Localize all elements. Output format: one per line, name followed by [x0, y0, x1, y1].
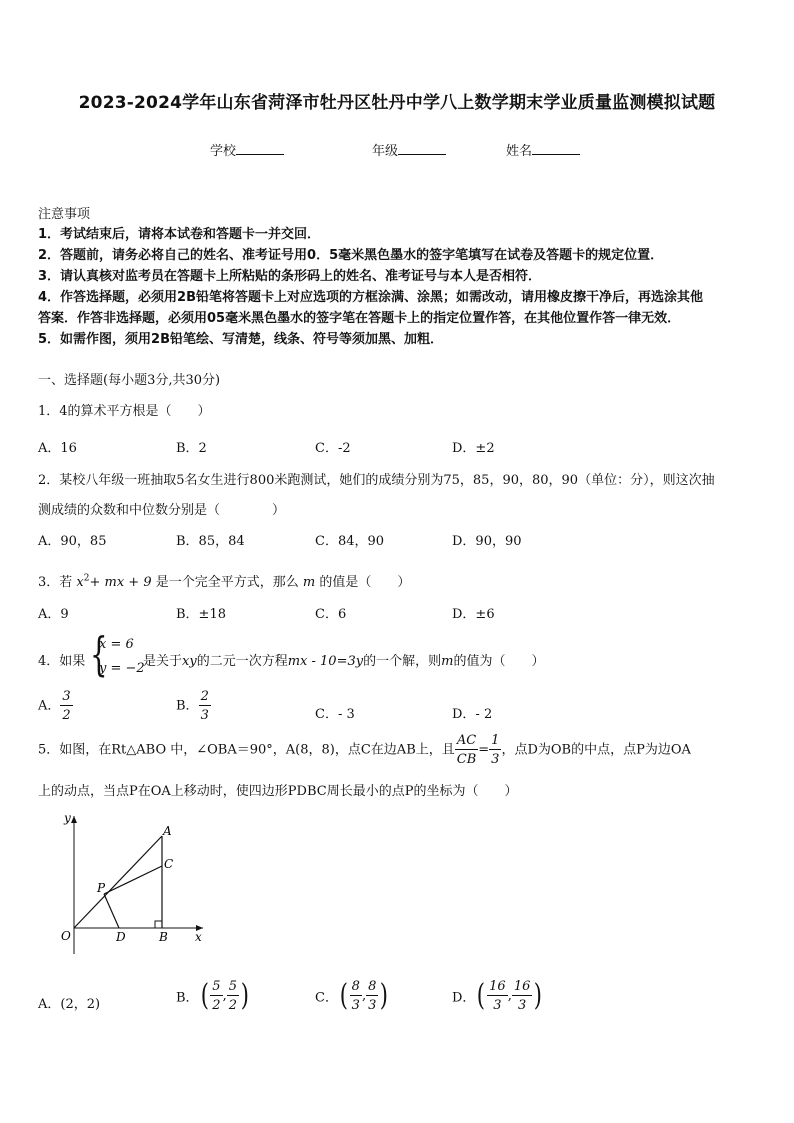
q5-frac-num: AC	[455, 734, 479, 750]
q5-value-fraction	[489, 734, 501, 766]
school-blank[interactable]	[236, 142, 284, 155]
q5-c-n2: 8	[368, 979, 377, 994]
q5-b-d1: 2	[212, 998, 221, 1013]
school-label: 学校	[210, 144, 237, 159]
q4-b-den: 3	[200, 708, 209, 723]
q4-stem	[143, 650, 544, 669]
info-grade	[372, 140, 446, 159]
q3-option-c[interactable]: C．6	[315, 607, 347, 622]
q3-expr-rest: + mx + 9	[89, 575, 152, 590]
q4-b-fraction	[199, 690, 211, 722]
q4-eq: mx - 10=3y	[287, 654, 364, 669]
label-o: O	[61, 929, 71, 943]
label-c: C	[164, 857, 174, 871]
q4-b-num: 2	[200, 689, 209, 704]
note-item-4: 4．作答选择题，必须用2B铅笔将答题卡上对应选项的方框涂满、涂黑；如需改动，请用橡皮擦干净后，再选涂其他	[38, 290, 704, 305]
q2-option-d[interactable]: D．90，90	[452, 534, 522, 549]
q4-mid2: 的二元一次方程	[196, 654, 288, 669]
q5-b-label: B．	[176, 990, 199, 1006]
q5-d-comma: ,	[507, 988, 512, 1004]
q5-d-lparen: (	[477, 978, 486, 1013]
label-a: A	[163, 824, 172, 838]
q5-val-num: 1	[491, 733, 500, 748]
label-b: B	[159, 930, 168, 944]
q5-option-d[interactable]	[452, 980, 544, 1012]
q1-option-a[interactable]: A．16	[38, 441, 77, 456]
q5-c-comma: ,	[361, 988, 367, 1004]
q5-option-c[interactable]	[315, 980, 390, 1012]
q5-d-frac2	[512, 980, 533, 1012]
q5-c-rparen: )	[380, 978, 389, 1013]
q4-pre: 4．如果	[38, 654, 86, 669]
q3-mid: 是一个完全平方式，那么	[151, 575, 303, 590]
q5-eq: =	[478, 742, 490, 758]
q5-stem-line1	[38, 734, 691, 766]
q5-c-n1: 8	[351, 979, 360, 994]
q4-option-a[interactable]	[38, 690, 73, 722]
q2-option-c[interactable]: C．84，90	[315, 534, 385, 549]
right-angle-mark	[155, 921, 162, 928]
q2-stem-line2: 测成绩的众数和中位数分别是（ ）	[38, 503, 286, 518]
q4-a-label: A．	[38, 698, 61, 714]
info-school	[210, 140, 284, 159]
q5-val-den: 3	[491, 752, 500, 767]
q5-frac-den: CB	[456, 752, 477, 767]
note-item-4-cont: 答案．作答非选择题，必须用05毫米黑色墨水的签字笔在答题卡上的指定位置作答，在其他位置作答一律无效．	[38, 311, 681, 326]
q4-option-d[interactable]: D．- 2	[452, 707, 493, 722]
q4-a-fraction	[60, 690, 72, 722]
segment-oa	[74, 836, 162, 928]
q2-option-b[interactable]: B．85，84	[176, 534, 245, 549]
label-x: x	[195, 930, 202, 944]
q5-c-d2: 3	[368, 998, 377, 1013]
q4-mid1: 是关于	[143, 654, 183, 669]
q5-ratio-fraction	[455, 734, 479, 766]
q5-c-lparen: (	[339, 978, 348, 1013]
grade-blank[interactable]	[398, 142, 446, 155]
q3-option-d[interactable]: D．±6	[452, 607, 495, 622]
page-title: 2023-2024学年山东省菏泽市牡丹区牡丹中学八上数学期末学业质量监测模拟试题	[78, 93, 716, 113]
q3-option-b[interactable]: B．±18	[176, 607, 226, 622]
q3-m: m	[302, 575, 316, 590]
q4-b-label: B．	[176, 698, 199, 714]
notes-heading: 注意事项	[38, 207, 91, 222]
q2-stem-line1: 2．某校八年级一班抽取5名女生进行800米跑测试，她们的成绩分别为75，85，90，80，90（单位：分），则这次抽	[38, 473, 715, 488]
segment-pc	[104, 866, 162, 894]
q5-d-n1: 16	[489, 979, 506, 994]
q5-b-rparen: )	[240, 978, 249, 1013]
note-item-1: 1．考试结束后，请将本试卷和答题卡一并交回．	[38, 227, 321, 242]
q4-mid3: 的一个解，则	[363, 654, 442, 669]
q5-post: ，点D为OB的中点，点P为边OA	[501, 742, 691, 758]
q3-pre: 3．若	[38, 575, 77, 590]
q4-xy: xy	[182, 654, 197, 669]
note-item-2: 2．答题前，请务必将自己的姓名、准考证号用0．5毫米黑色墨水的签字笔填写在试卷及答题卡的规定位置．	[38, 248, 664, 263]
q5-d-rparen: )	[534, 978, 543, 1013]
y-axis-arrow	[71, 816, 77, 823]
q3-stem	[38, 571, 410, 590]
info-name	[506, 140, 580, 159]
q5-b-n1: 5	[212, 979, 221, 994]
q4-system-row1: x = 6	[99, 637, 134, 652]
q4-m: m	[441, 654, 454, 669]
q5-option-b[interactable]	[176, 980, 251, 1012]
q5-b-comma: ,	[222, 988, 227, 1004]
q4-a-den: 2	[62, 708, 71, 723]
q5-c-label: C．	[315, 990, 338, 1006]
q5-d-label: D．	[452, 990, 476, 1006]
q2-option-a[interactable]: A．90，85	[38, 534, 107, 549]
grade-label: 年级	[372, 144, 399, 159]
note-item-3: 3．请认真核对监考员在答题卡上所粘贴的条形码上的姓名、准考证号与本人是否相符．	[38, 269, 542, 284]
segment-pd	[104, 894, 119, 928]
q5-c-frac1	[350, 980, 362, 1012]
label-d: D	[116, 930, 126, 944]
q5-geometry-diagram	[40, 810, 220, 960]
q5-d-d1: 3	[493, 998, 502, 1013]
q5-d-frac1	[487, 980, 508, 1012]
note-item-5: 5．如需作图，须用2B铅笔绘、写清楚，线条、符号等须加黑、加粗．	[38, 332, 443, 347]
q4-option-b[interactable]	[176, 690, 211, 722]
q5-b-frac1	[210, 980, 222, 1012]
q5-c-d1: 3	[351, 998, 360, 1013]
label-p: P	[97, 881, 106, 895]
q5-pre: 5．如图，在Rt△ABO 中，∠OBA＝90°，A(8，8)，点C在边AB上，且	[38, 742, 455, 758]
q4-option-c[interactable]: C．- 3	[315, 707, 355, 722]
q1-option-d[interactable]: D．±2	[452, 441, 495, 456]
q1-option-b[interactable]: B．2	[176, 441, 207, 456]
q3-post: 的值是（ ）	[315, 575, 411, 590]
q5-b-lparen: (	[200, 978, 209, 1013]
q3-expr-x: x	[76, 575, 84, 590]
q5-c-frac2	[366, 980, 378, 1012]
q5-stem-line2: 上的动点，当点P在OA上移动时，使四边形PDBC周长最小的点P的坐标为（ ）	[38, 784, 518, 799]
q5-option-a[interactable]: A．(2，2)	[38, 997, 101, 1012]
q5-d-n2: 16	[513, 979, 531, 994]
q5-b-n2: 5	[228, 979, 237, 994]
section-heading: 一、选择题(每小题3分,共30分)	[38, 373, 221, 388]
q1-stem: 1．4的算术平方根是（ ）	[38, 404, 211, 419]
q4-brace: {	[90, 627, 108, 681]
q4-equation-system	[90, 627, 150, 681]
name-blank[interactable]	[532, 142, 580, 155]
q5-d-d2: 3	[517, 998, 527, 1013]
q1-option-c[interactable]: C．-2	[315, 441, 351, 456]
q3-expr-sup: 2	[83, 573, 90, 584]
q4-system-row2: y = −2	[99, 661, 145, 676]
q4-post: 的值为（ ）	[453, 654, 545, 669]
q3-option-a[interactable]: A．9	[38, 607, 69, 622]
label-y: y	[64, 811, 71, 825]
name-label: 姓名	[506, 144, 533, 159]
q5-b-frac2	[227, 980, 239, 1012]
q4-a-num: 3	[62, 689, 71, 704]
q5-b-d2: 2	[228, 998, 237, 1013]
